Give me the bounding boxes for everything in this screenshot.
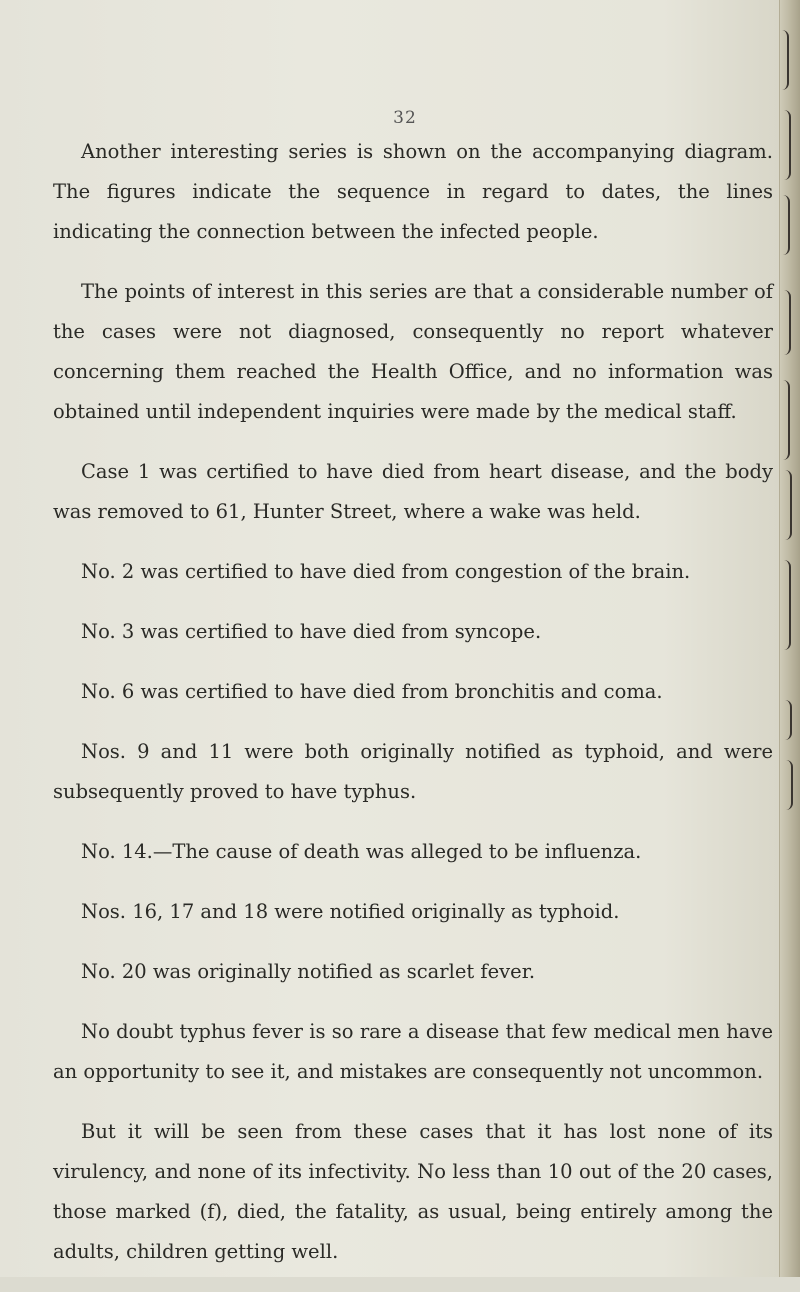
- paragraph-cases-16-18: Nos. 16, 17 and 18 were notified originally as typhoid.: [81, 900, 620, 923]
- paragraph-case-1: Case 1 was certified to have died from heart disease, and the body was removed to 61, Hunter Street, where a wake was held.: [53, 460, 773, 523]
- paragraph-virulency: But it will be seen from these cases that it has lost none of its virulency, and none of its infectivity. No less than 10 out of the 20 cases, those marked (f), died, the fatality, as usual, being entirely among the adults, children getting well.: [53, 1120, 773, 1263]
- binding-thread-mark: [785, 470, 792, 540]
- binding-thread-mark: [783, 195, 790, 255]
- body-text: [53, 132, 773, 1292]
- binding-thread-mark: [785, 700, 792, 740]
- binding-thread-mark: [783, 380, 790, 460]
- paragraph-case-6: No. 6 was certified to have died from bronchitis and coma.: [81, 680, 663, 703]
- binding-thread-mark: [786, 760, 793, 810]
- binding-thread-mark: [784, 290, 791, 355]
- paragraph-cases-9-11: Nos. 9 and 11 were both originally notified as typhoid, and were subsequently proved to have typhus.: [53, 740, 773, 803]
- binding-thread-mark: [782, 30, 789, 90]
- paragraph-case-14: No. 14.—The cause of death was alleged to be influenza.: [81, 840, 642, 863]
- paragraph-typhus-rare: No doubt typhus fever is so rare a disease that few medical men have an opportunity to see it, and mistakes are consequently not uncommon.: [53, 1020, 773, 1083]
- binding-thread-mark: [784, 560, 791, 650]
- paragraph-points-of-interest: The points of interest in this series are that a considerable number of the cases were not diagnosed, consequently no report whatever concerning them reached the Health Office, and no information was obtained until independent inquiries were made by the medical staff.: [53, 280, 773, 423]
- paragraph-diagram-intro: Another interesting series is shown on the accompanying diagram. The figures indicate the sequence in regard to dates, the lines indicating the connection between the infected people.: [53, 140, 773, 243]
- page-number: 32: [393, 108, 417, 128]
- paragraph-case-2: No. 2 was certified to have died from congestion of the brain.: [81, 560, 691, 583]
- paragraph-case-3: No. 3 was certified to have died from syncope.: [81, 620, 542, 643]
- paragraph-case-20: No. 20 was originally notified as scarlet fever.: [81, 960, 536, 983]
- book-binding-edge: [779, 0, 800, 1277]
- binding-thread-mark: [784, 110, 791, 180]
